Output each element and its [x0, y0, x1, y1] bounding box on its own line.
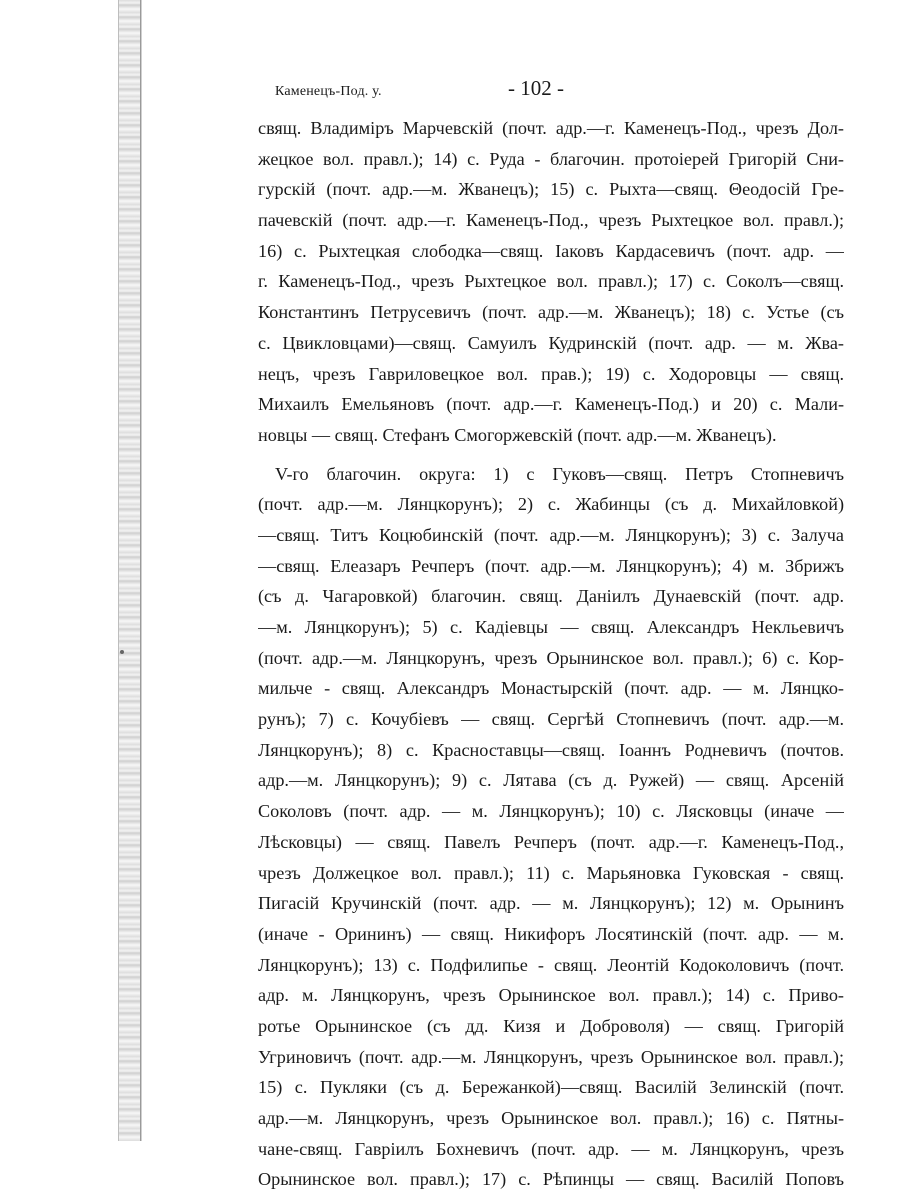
text-line: Орынинское вол. правл.); 17) с. Рѣпинцы — свящ. Василій Поповъ [258, 1169, 844, 1190]
text-line: гурскій (почт. адр.—м. Жванецъ); 15) с. Рыхта—свящ. Θеодосій Гре- [258, 179, 844, 200]
text-line: жецкое вол. правл.); 14) с. Руда - благочин. протоіерей Григорій Сни- [258, 148, 844, 169]
text-line: —свящ. Титъ Коцюбинскій (почт. адр.—м. Лянцкорунъ); 3) с. Залуча [258, 524, 844, 545]
text-line: чане-свящ. Гавріилъ Бохневичъ (почт. адр. — м. Лянцкорунъ, чрезъ [258, 1138, 844, 1159]
text-line: (почт. адр.—м. Лянцкорунъ); 2) с. Жабинцы (съ д. Михайловкой) [258, 494, 844, 515]
page-body [258, 113, 844, 1195]
text-line: г. Каменецъ-Под., чрезъ Рыхтецкое вол. правл.); 17) с. Соколъ—свящ. [258, 271, 844, 292]
text-line: нецъ, чрезъ Гавриловецкое вол. прав.); 19) с. Ходоровцы — свящ. [258, 363, 844, 384]
text-line: свящ. Владиміръ Марчевскій (почт. адр.—г. Каменецъ-Под., чрезъ Дол- [258, 118, 844, 138]
text-line: —м. Лянцкорунъ); 5) с. Кадіевцы — свящ. Александръ Некльевичъ [258, 617, 844, 637]
paragraph-start-line: V-го благочин. округа: 1) с Гуковъ—свящ. Петръ Стопневичъ [275, 463, 844, 484]
text-line: с. Цвикловцами)—свящ. Самуилъ Кудринскій (почт. адр. — м. Жва- [258, 332, 844, 353]
page-number: - 102 - [508, 76, 564, 100]
text-line: (съ д. Чагаровкой) благочин. свящ. Даніилъ Дунаевскій (почт. адр. [258, 586, 844, 607]
text-line: пачевскій (почт. адр.—г. Каменецъ-Под., чрезъ Рыхтецкое вол. правл.); [258, 210, 844, 231]
text-line: —свящ. Елеазаръ Речперъ (почт. адр.—м. Лянцкорунъ); 4) м. Збрижъ [258, 555, 844, 576]
paper-speck [120, 650, 124, 654]
text-line: Константинъ Петрусевичъ (почт. адр.—м. Жванецъ); 18) с. Устье (съ [258, 302, 844, 323]
page-header [0, 76, 900, 104]
text-line: Лянцкорунъ); 8) с. Красноставцы—свящ. Іоаннъ Родневичъ (почтов. [258, 739, 844, 760]
text-line: адр. м. Лянцкорунъ, чрезъ Орынинское вол. правл.); 14) с. Приво- [258, 985, 844, 1006]
text-line: Пигасій Кручинскій (почт. адр. — м. Лянцкорунъ); 12) м. Орынинъ [258, 893, 844, 914]
text-line: адр.—м. Лянцкорунъ, чрезъ Орынинское вол. правл.); 16) с. Пятны- [258, 1108, 844, 1128]
text-line: (иначе - Орининъ) — свящ. Никифоръ Лосятинскій (почт. адр. — м. [258, 923, 844, 944]
text-line: Лянцкорунъ); 13) с. Подфилипье - свящ. Леонтій Кодоколовичъ (почт. [258, 954, 844, 975]
text-line: ротье Орынинское (съ дд. Кизя и Доброволя) — свящ. Григорій [258, 1015, 844, 1036]
text-line: адр.—м. Лянцкорунъ); 9) с. Лятава (съ д. Ружей) — свящ. Арсеній [258, 770, 844, 791]
text-line: Михаилъ Емельяновъ (почт. адр.—г. Каменецъ-Под.) и 20) с. Мали- [258, 394, 844, 415]
running-head: Каменецъ-Под. у. [275, 84, 382, 99]
text-line: рунъ); 7) с. Кочубіевъ — свящ. Сергѣй Стопневичъ (почт. адр.—м. [258, 709, 844, 730]
text-line: Угриновичъ (почт. адр.—м. Лянцкорунъ, чрезъ Орынинское вол. правл.); [258, 1046, 844, 1067]
text-line: 16) с. Рыхтецкая слободка—свящ. Іаковъ Кардасевичъ (почт. адр. — [258, 240, 844, 261]
text-line: (почт. адр.—м. Лянцкорунъ, чрезъ Орынинское вол. правл.); 6) с. Кор- [258, 647, 844, 668]
text-line: чрезъ Должецкое вол. правл.); 11) с. Марьяновка Гуковская - свящ. [258, 862, 844, 883]
binding-shadow-line [140, 0, 141, 1141]
text-line: Лѣсковцы) — свящ. Павелъ Речперъ (почт. адр.—г. Каменецъ-Под., [258, 831, 844, 852]
text-line: Соколовъ (почт. адр. — м. Лянцкорунъ); 10) с. Лясковцы (иначе — [258, 801, 844, 822]
text-line: 15) с. Пукляки (съ д. Бережанкой)—свящ. Василій Зелинскій (почт. [258, 1077, 844, 1098]
page-binding-edge [118, 0, 142, 1141]
text-line: мильче - свящ. Александръ Монастырскій (почт. адр. — м. Лянцко- [258, 678, 844, 699]
text-line: новцы — свящ. Стефанъ Смогоржевскій (почт. адр.—м. Жванецъ). [258, 424, 777, 445]
